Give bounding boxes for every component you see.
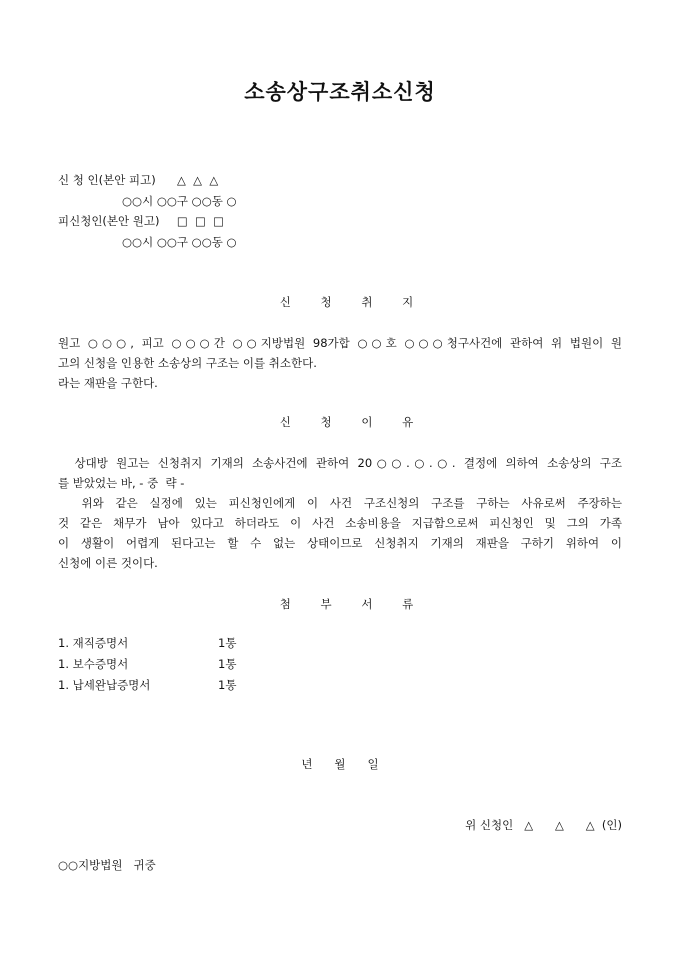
reason-line: 이 생활이 어렵게 된다고는 할 수 없는 상태이므로 신청취지 기재의 재판을 구하기 위하여 이 bbox=[58, 536, 622, 550]
purpose-line: 라는 재판을 구한다. bbox=[58, 376, 158, 390]
document-title: 소송상구조취소신청 bbox=[244, 79, 436, 104]
respondent-address: ○○시 ○○구 ○○동 ○ bbox=[122, 235, 237, 249]
attachment-qty: 1통 bbox=[218, 636, 237, 650]
respondent-label: 피신청인(본안 원고) bbox=[58, 214, 160, 228]
attachment-name: 1. 납세완납증명서 bbox=[58, 678, 151, 692]
attachment-name: 1. 재직증명서 bbox=[58, 636, 129, 650]
date-line: 년 월 일 bbox=[301, 757, 379, 771]
attachment-item bbox=[58, 635, 236, 651]
respondent-line bbox=[58, 213, 224, 229]
reason-line: 것 같은 채무가 남아 있다고 하더라도 이 사건 소송비용을 지급함으로써 피신청인 및 그의 가족 bbox=[58, 516, 622, 530]
purpose-body bbox=[58, 333, 622, 393]
applicant-address: ○○시 ○○구 ○○동 ○ bbox=[122, 194, 237, 208]
reason-line: 위와 같은 실정에 있는 피신청인에게 이 사건 구조신청의 구조를 구하는 사유로써 주장하는 bbox=[58, 496, 622, 510]
purpose-line: 고의 신청을 인용한 소송상의 구조는 이를 취소한다. bbox=[58, 356, 317, 370]
respondent-name: □ □ □ bbox=[176, 214, 225, 228]
attachments-heading: 첨 부 서 류 bbox=[279, 597, 427, 611]
applicant-name: △ △ △ bbox=[177, 173, 219, 187]
purpose-line: 원고 ○○○, 피고 ○○○간 ○○지방법원 98가합 ○○호 ○○○청구사건에 관하여 위 법원이 원 bbox=[58, 336, 622, 350]
applicant-label: 신 청 인(본안 피고) bbox=[58, 173, 156, 187]
reason-line: 를 받았었는 바, - 중 략 - bbox=[58, 476, 185, 490]
attachment-item bbox=[58, 656, 236, 672]
signature-line: 위 신청인 △ △ △ (인) bbox=[465, 818, 622, 832]
attachment-qty: 1통 bbox=[218, 657, 237, 671]
reason-body bbox=[58, 453, 622, 573]
purpose-heading: 신 청 취 지 bbox=[279, 295, 427, 309]
court-addressee: ○○지방법원 귀중 bbox=[58, 858, 156, 872]
reason-heading: 신 청 이 유 bbox=[279, 415, 427, 429]
attachment-name: 1. 보수증명서 bbox=[58, 657, 129, 671]
reason-line: 신청에 이른 것이다. bbox=[58, 556, 158, 570]
reason-line: 상대방 원고는 신청취지 기재의 소송사건에 관하여 20○○.○.○. 결정에 의하여 소송상의 구조 bbox=[58, 456, 622, 470]
attachment-item bbox=[58, 677, 236, 693]
applicant-line bbox=[58, 172, 218, 188]
attachment-qty: 1통 bbox=[218, 678, 237, 692]
